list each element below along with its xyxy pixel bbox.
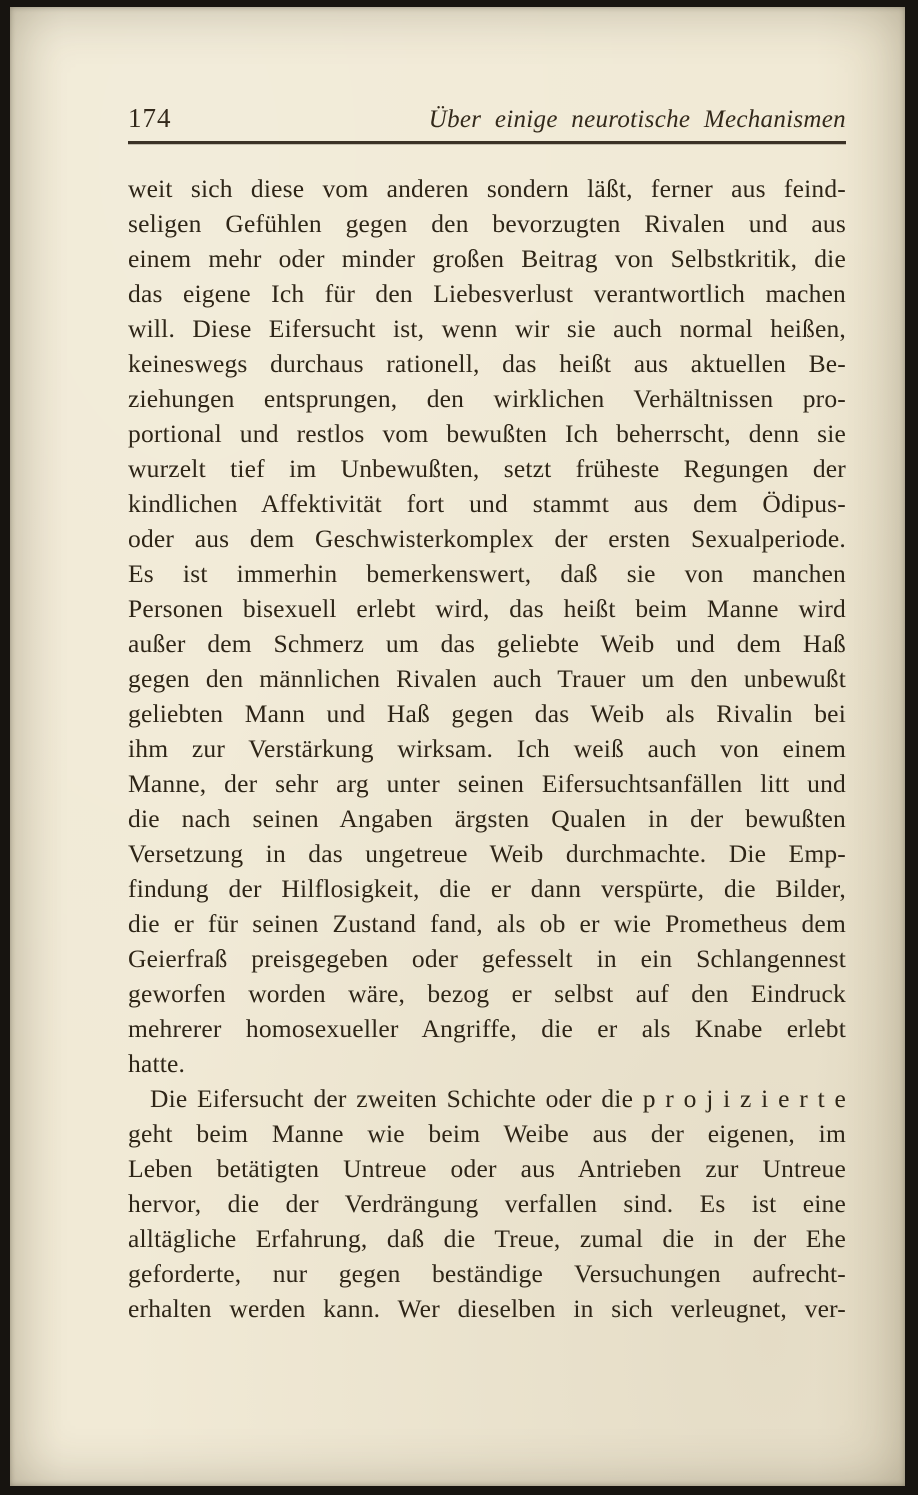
text-line: Personen bisexuell erlebt wird, das heißt beim Manne wird [128,594,846,623]
paragraph [128,171,846,1081]
text-line: die nach seinen Angaben ärgsten Qualen in der bewußten [128,804,846,833]
text-line: geht beim Manne wie beim Weibe aus der eigenen, im [128,1119,846,1148]
paragraph [128,1081,846,1326]
header-rule [128,141,846,144]
text-line: portional und restlos vom bewußten Ich beherrscht, denn sie [128,419,846,448]
text-line: geforderte, nur gegen beständige Versuchungen aufrecht- [128,1259,846,1288]
text-line: keineswegs durchaus rationell, das heißt aus aktuellen Be- [128,349,846,378]
text-line: Manne, der sehr arg unter seinen Eifersuchtsanfällen litt und [128,769,846,798]
running-title: Über einige neurotische Mechanismen [428,106,846,133]
text-line: will. Diese Eifersucht ist, wenn wir sie auch normal heißen, [128,314,846,343]
text-line: hatte. [128,1049,186,1078]
text-line: geworfen worden wäre, bezog er selbst auf den Eindruck [128,979,846,1008]
text-line: außer dem Schmerz um das geliebte Weib und dem Haß [128,629,846,658]
text-line: gegen den männlichen Rivalen auch Trauer um den unbewußt [128,664,846,693]
text-line: alltägliche Erfahrung, daß die Treue, zumal die in der Ehe [128,1224,846,1253]
text-line: hervor, die der Verdrängung verfallen sind. Es ist eine [128,1189,846,1218]
text-line: das eigene Ich für den Liebesverlust verantwortlich machen [128,279,846,308]
text-line: ihm zur Verstärkung wirksam. Ich weiß auch von einem [128,734,846,763]
text-line: weit sich diese vom anderen sondern läßt, ferner aus feind- [128,174,846,203]
text-line: geliebten Mann und Haß gegen das Weib als Rivalin bei [128,699,846,728]
text-line: findung der Hilflosigkeit, die er dann verspürte, die Bilder, [128,874,846,903]
page-header [128,103,846,134]
text-line: Geierfraß preisgegeben oder gefesselt in ein Schlangennest [128,944,846,973]
text-line: ziehungen entsprungen, den wirklichen Verhältnissen pro- [128,384,846,413]
book-page [10,7,905,1486]
text-line: die er für seinen Zustand fand, als ob er wie Prometheus dem [128,909,846,938]
text-line: kindlichen Affektivität fort und stammt aus dem Ödipus- [128,489,846,518]
text-line: Versetzung in das ungetreue Weib durchmachte. Die Emp- [128,839,846,868]
text-line: Es ist immerhin bemerkenswert, daß sie von manchen [128,559,846,588]
text-line: einem mehr oder minder großen Beitrag von Selbstkritik, die [128,244,846,273]
text-line: Die Eifersucht der zweiten Schichte oder die p r o j i z i e r t e [150,1084,846,1113]
text-line: seligen Gefühlen gegen den bevorzugten Rivalen und aus [128,209,846,238]
text-body [128,171,846,1326]
text-line: wurzelt tief im Unbewußten, setzt früheste Regungen der [128,454,846,483]
text-line: Leben betätigten Untreue oder aus Antrieben zur Untreue [128,1154,846,1183]
text-line: mehrerer homosexueller Angriffe, die er als Knabe erlebt [128,1014,846,1043]
page-number: 174 [128,103,172,133]
text-line: erhalten werden kann. Wer dieselben in sich verleugnet, ver- [128,1294,846,1323]
text-line: oder aus dem Geschwisterkomplex der ersten Sexualperiode. [128,524,846,553]
